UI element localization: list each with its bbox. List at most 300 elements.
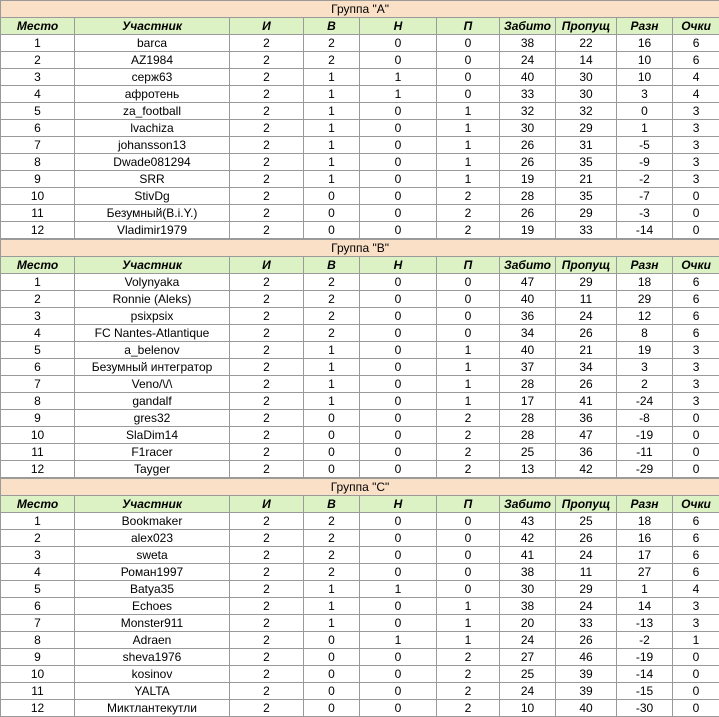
cell-points: 0 [673, 410, 719, 427]
cell-place: 9 [1, 171, 75, 188]
cell-points: 0 [673, 188, 719, 205]
table-row [1, 376, 719, 393]
header-wins: В [304, 496, 360, 513]
cell-wins: 2 [304, 274, 360, 291]
cell-points: 3 [673, 120, 719, 137]
cell-participant: alex023 [75, 530, 230, 547]
cell-wins: 1 [304, 359, 360, 376]
cell-scored: 24 [500, 52, 556, 69]
cell-place: 6 [1, 359, 75, 376]
cell-played: 2 [230, 461, 304, 478]
cell-played: 2 [230, 359, 304, 376]
cell-conceded: 24 [556, 547, 617, 564]
cell-points: 4 [673, 581, 719, 598]
cell-scored: 40 [500, 291, 556, 308]
cell-participant: Volynyaka [75, 274, 230, 291]
cell-draws: 0 [360, 410, 437, 427]
cell-conceded: 36 [556, 444, 617, 461]
cell-losses: 1 [437, 632, 500, 649]
cell-conceded: 35 [556, 154, 617, 171]
table-row [1, 325, 719, 342]
cell-losses: 1 [437, 171, 500, 188]
cell-losses: 2 [437, 444, 500, 461]
table-row [1, 444, 719, 461]
cell-participant: афротень [75, 86, 230, 103]
cell-draws: 0 [360, 530, 437, 547]
cell-conceded: 33 [556, 222, 617, 239]
cell-points: 0 [673, 700, 719, 717]
cell-scored: 27 [500, 649, 556, 666]
header-place: Место [1, 496, 75, 513]
cell-place: 2 [1, 52, 75, 69]
cell-played: 2 [230, 52, 304, 69]
cell-played: 2 [230, 291, 304, 308]
cell-losses: 0 [437, 530, 500, 547]
header-scored: Забито [500, 18, 556, 35]
group-title-row [1, 1, 719, 18]
cell-conceded: 47 [556, 427, 617, 444]
table-row [1, 615, 719, 632]
cell-losses: 0 [437, 35, 500, 52]
cell-scored: 30 [500, 120, 556, 137]
cell-points: 0 [673, 461, 719, 478]
group-title-row [1, 240, 719, 257]
cell-participant: kosinov [75, 666, 230, 683]
cell-conceded: 29 [556, 120, 617, 137]
table-row [1, 683, 719, 700]
cell-draws: 0 [360, 513, 437, 530]
cell-points: 0 [673, 649, 719, 666]
cell-losses: 0 [437, 274, 500, 291]
cell-wins: 1 [304, 154, 360, 171]
table-row [1, 666, 719, 683]
cell-points: 0 [673, 205, 719, 222]
cell-scored: 28 [500, 376, 556, 393]
cell-participant: Миктлантекутли [75, 700, 230, 717]
cell-scored: 20 [500, 615, 556, 632]
header-diff: Разн [617, 257, 673, 274]
cell-participant: Monster911 [75, 615, 230, 632]
table-row [1, 171, 719, 188]
cell-scored: 25 [500, 666, 556, 683]
cell-wins: 0 [304, 410, 360, 427]
header-conceded: Пропущ [556, 257, 617, 274]
table-row [1, 410, 719, 427]
cell-points: 3 [673, 376, 719, 393]
cell-losses: 1 [437, 137, 500, 154]
table-row [1, 513, 719, 530]
table-row [1, 427, 719, 444]
cell-draws: 0 [360, 222, 437, 239]
group-title-row [1, 479, 719, 496]
header-row [1, 18, 719, 35]
table-row [1, 530, 719, 547]
cell-conceded: 11 [556, 564, 617, 581]
cell-participant: sheva1976 [75, 649, 230, 666]
cell-draws: 0 [360, 205, 437, 222]
cell-wins: 1 [304, 103, 360, 120]
cell-place: 11 [1, 444, 75, 461]
cell-participant: sweta [75, 547, 230, 564]
cell-place: 2 [1, 291, 75, 308]
cell-diff: -7 [617, 188, 673, 205]
group-table [0, 478, 719, 717]
cell-conceded: 29 [556, 205, 617, 222]
cell-conceded: 39 [556, 666, 617, 683]
header-row [1, 496, 719, 513]
header-diff: Разн [617, 18, 673, 35]
table-row [1, 564, 719, 581]
cell-conceded: 25 [556, 513, 617, 530]
header-draws: Н [360, 18, 437, 35]
cell-draws: 0 [360, 308, 437, 325]
cell-participant: Безумный(B.i.Y.) [75, 205, 230, 222]
cell-draws: 0 [360, 683, 437, 700]
cell-points: 6 [673, 530, 719, 547]
header-participant: Участник [75, 18, 230, 35]
cell-played: 2 [230, 547, 304, 564]
cell-losses: 0 [437, 291, 500, 308]
cell-losses: 2 [437, 410, 500, 427]
cell-played: 2 [230, 188, 304, 205]
cell-losses: 0 [437, 69, 500, 86]
cell-wins: 1 [304, 137, 360, 154]
cell-points: 4 [673, 86, 719, 103]
cell-scored: 32 [500, 103, 556, 120]
header-wins: В [304, 257, 360, 274]
cell-conceded: 30 [556, 86, 617, 103]
cell-wins: 2 [304, 564, 360, 581]
cell-place: 5 [1, 103, 75, 120]
header-draws: Н [360, 496, 437, 513]
cell-scored: 28 [500, 410, 556, 427]
header-scored: Забито [500, 496, 556, 513]
cell-played: 2 [230, 393, 304, 410]
header-losses: П [437, 18, 500, 35]
cell-losses: 0 [437, 581, 500, 598]
cell-losses: 1 [437, 359, 500, 376]
header-place: Место [1, 18, 75, 35]
cell-participant: Echoes [75, 598, 230, 615]
cell-losses: 0 [437, 547, 500, 564]
cell-scored: 19 [500, 171, 556, 188]
header-losses: П [437, 257, 500, 274]
cell-points: 6 [673, 564, 719, 581]
cell-wins: 1 [304, 581, 360, 598]
cell-draws: 0 [360, 325, 437, 342]
cell-points: 6 [673, 513, 719, 530]
cell-wins: 1 [304, 86, 360, 103]
cell-wins: 1 [304, 393, 360, 410]
cell-conceded: 34 [556, 359, 617, 376]
cell-draws: 0 [360, 547, 437, 564]
cell-played: 2 [230, 513, 304, 530]
cell-wins: 0 [304, 632, 360, 649]
cell-wins: 0 [304, 222, 360, 239]
cell-losses: 1 [437, 120, 500, 137]
cell-place: 10 [1, 188, 75, 205]
cell-conceded: 31 [556, 137, 617, 154]
cell-draws: 0 [360, 564, 437, 581]
cell-participant: серж63 [75, 69, 230, 86]
cell-diff: 3 [617, 86, 673, 103]
cell-losses: 1 [437, 393, 500, 410]
cell-draws: 0 [360, 444, 437, 461]
cell-participant: barca [75, 35, 230, 52]
cell-points: 3 [673, 137, 719, 154]
cell-scored: 19 [500, 222, 556, 239]
cell-points: 3 [673, 393, 719, 410]
header-played: И [230, 257, 304, 274]
cell-participant: Безумный интегратор [75, 359, 230, 376]
cell-played: 2 [230, 120, 304, 137]
cell-scored: 38 [500, 564, 556, 581]
header-points: Очки [673, 257, 719, 274]
cell-scored: 26 [500, 205, 556, 222]
cell-played: 2 [230, 615, 304, 632]
cell-points: 0 [673, 444, 719, 461]
cell-place: 4 [1, 564, 75, 581]
cell-participant: Veno/\/\ [75, 376, 230, 393]
cell-place: 6 [1, 120, 75, 137]
header-points: Очки [673, 18, 719, 35]
cell-losses: 1 [437, 154, 500, 171]
table-row [1, 154, 719, 171]
cell-draws: 0 [360, 393, 437, 410]
cell-conceded: 36 [556, 410, 617, 427]
cell-played: 2 [230, 86, 304, 103]
cell-participant: F1racer [75, 444, 230, 461]
table-row [1, 291, 719, 308]
cell-diff: 17 [617, 547, 673, 564]
cell-draws: 0 [360, 52, 437, 69]
cell-played: 2 [230, 69, 304, 86]
cell-scored: 26 [500, 154, 556, 171]
cell-diff: 1 [617, 120, 673, 137]
cell-diff: -14 [617, 222, 673, 239]
cell-conceded: 26 [556, 325, 617, 342]
header-place: Место [1, 257, 75, 274]
cell-played: 2 [230, 632, 304, 649]
cell-scored: 43 [500, 513, 556, 530]
cell-diff: -8 [617, 410, 673, 427]
cell-diff: -24 [617, 393, 673, 410]
cell-points: 3 [673, 154, 719, 171]
cell-losses: 2 [437, 700, 500, 717]
cell-place: 8 [1, 632, 75, 649]
cell-participant: Tayger [75, 461, 230, 478]
cell-points: 0 [673, 222, 719, 239]
cell-diff: 2 [617, 376, 673, 393]
cell-place: 11 [1, 683, 75, 700]
cell-conceded: 35 [556, 188, 617, 205]
cell-wins: 1 [304, 598, 360, 615]
cell-draws: 1 [360, 632, 437, 649]
cell-draws: 0 [360, 461, 437, 478]
cell-points: 3 [673, 103, 719, 120]
table-row [1, 700, 719, 717]
header-participant: Участник [75, 496, 230, 513]
cell-draws: 0 [360, 137, 437, 154]
cell-played: 2 [230, 376, 304, 393]
cell-losses: 2 [437, 222, 500, 239]
cell-diff: -15 [617, 683, 673, 700]
cell-participant: psixpsix [75, 308, 230, 325]
cell-played: 2 [230, 35, 304, 52]
cell-points: 0 [673, 666, 719, 683]
cell-losses: 1 [437, 615, 500, 632]
cell-losses: 0 [437, 564, 500, 581]
cell-wins: 2 [304, 513, 360, 530]
cell-wins: 0 [304, 461, 360, 478]
cell-conceded: 33 [556, 615, 617, 632]
cell-place: 6 [1, 598, 75, 615]
cell-points: 6 [673, 308, 719, 325]
cell-diff: -30 [617, 700, 673, 717]
cell-losses: 2 [437, 666, 500, 683]
cell-place: 12 [1, 222, 75, 239]
cell-place: 3 [1, 308, 75, 325]
cell-participant: Vladimir1979 [75, 222, 230, 239]
table-row [1, 581, 719, 598]
cell-wins: 0 [304, 700, 360, 717]
cell-place: 3 [1, 547, 75, 564]
cell-scored: 34 [500, 325, 556, 342]
cell-place: 7 [1, 615, 75, 632]
cell-draws: 0 [360, 598, 437, 615]
cell-played: 2 [230, 530, 304, 547]
table-row [1, 598, 719, 615]
table-row [1, 52, 719, 69]
cell-conceded: 32 [556, 103, 617, 120]
cell-scored: 38 [500, 598, 556, 615]
cell-scored: 10 [500, 700, 556, 717]
table-row [1, 137, 719, 154]
cell-draws: 0 [360, 376, 437, 393]
cell-draws: 0 [360, 700, 437, 717]
cell-participant: johansson13 [75, 137, 230, 154]
cell-played: 2 [230, 700, 304, 717]
cell-draws: 0 [360, 342, 437, 359]
cell-losses: 1 [437, 376, 500, 393]
cell-participant: Ronnie (Aleks) [75, 291, 230, 308]
cell-points: 4 [673, 69, 719, 86]
cell-conceded: 39 [556, 683, 617, 700]
cell-diff: 10 [617, 52, 673, 69]
cell-played: 2 [230, 410, 304, 427]
table-row [1, 120, 719, 137]
cell-diff: -5 [617, 137, 673, 154]
cell-participant: YALTA [75, 683, 230, 700]
cell-conceded: 22 [556, 35, 617, 52]
cell-scored: 26 [500, 137, 556, 154]
cell-participant: lvachiza [75, 120, 230, 137]
cell-wins: 1 [304, 342, 360, 359]
cell-conceded: 11 [556, 291, 617, 308]
cell-participant: SRR [75, 171, 230, 188]
cell-conceded: 30 [556, 69, 617, 86]
header-scored: Забито [500, 257, 556, 274]
cell-diff: -2 [617, 632, 673, 649]
cell-draws: 0 [360, 274, 437, 291]
cell-wins: 0 [304, 188, 360, 205]
header-wins: В [304, 18, 360, 35]
cell-wins: 2 [304, 52, 360, 69]
cell-draws: 0 [360, 188, 437, 205]
header-conceded: Пропущ [556, 496, 617, 513]
cell-draws: 1 [360, 86, 437, 103]
cell-diff: 29 [617, 291, 673, 308]
cell-draws: 0 [360, 615, 437, 632]
cell-diff: -3 [617, 205, 673, 222]
cell-place: 10 [1, 666, 75, 683]
table-row [1, 649, 719, 666]
cell-wins: 2 [304, 530, 360, 547]
cell-conceded: 29 [556, 274, 617, 291]
cell-scored: 42 [500, 530, 556, 547]
cell-place: 10 [1, 427, 75, 444]
cell-losses: 1 [437, 598, 500, 615]
cell-wins: 0 [304, 683, 360, 700]
cell-conceded: 29 [556, 581, 617, 598]
cell-conceded: 40 [556, 700, 617, 717]
cell-place: 2 [1, 530, 75, 547]
cell-participant: a_belenov [75, 342, 230, 359]
cell-diff: -13 [617, 615, 673, 632]
cell-points: 3 [673, 615, 719, 632]
cell-diff: 14 [617, 598, 673, 615]
cell-place: 5 [1, 342, 75, 359]
cell-draws: 0 [360, 666, 437, 683]
cell-losses: 2 [437, 205, 500, 222]
cell-conceded: 26 [556, 530, 617, 547]
cell-place: 12 [1, 700, 75, 717]
header-diff: Разн [617, 496, 673, 513]
cell-wins: 1 [304, 171, 360, 188]
cell-diff: 18 [617, 274, 673, 291]
cell-scored: 38 [500, 35, 556, 52]
cell-diff: 3 [617, 359, 673, 376]
cell-place: 7 [1, 137, 75, 154]
cell-participant: AZ1984 [75, 52, 230, 69]
header-losses: П [437, 496, 500, 513]
table-row [1, 308, 719, 325]
cell-place: 8 [1, 393, 75, 410]
cell-diff: -19 [617, 649, 673, 666]
cell-place: 3 [1, 69, 75, 86]
cell-diff: -2 [617, 171, 673, 188]
cell-played: 2 [230, 274, 304, 291]
group-table [0, 0, 719, 239]
cell-losses: 2 [437, 188, 500, 205]
cell-conceded: 26 [556, 632, 617, 649]
cell-played: 2 [230, 444, 304, 461]
cell-participant: StivDg [75, 188, 230, 205]
cell-place: 7 [1, 376, 75, 393]
cell-diff: 1 [617, 581, 673, 598]
cell-place: 9 [1, 410, 75, 427]
cell-losses: 0 [437, 308, 500, 325]
cell-played: 2 [230, 683, 304, 700]
cell-losses: 0 [437, 325, 500, 342]
cell-wins: 2 [304, 547, 360, 564]
table-row [1, 69, 719, 86]
cell-scored: 40 [500, 342, 556, 359]
cell-place: 4 [1, 86, 75, 103]
cell-draws: 1 [360, 69, 437, 86]
cell-points: 3 [673, 598, 719, 615]
cell-scored: 24 [500, 683, 556, 700]
